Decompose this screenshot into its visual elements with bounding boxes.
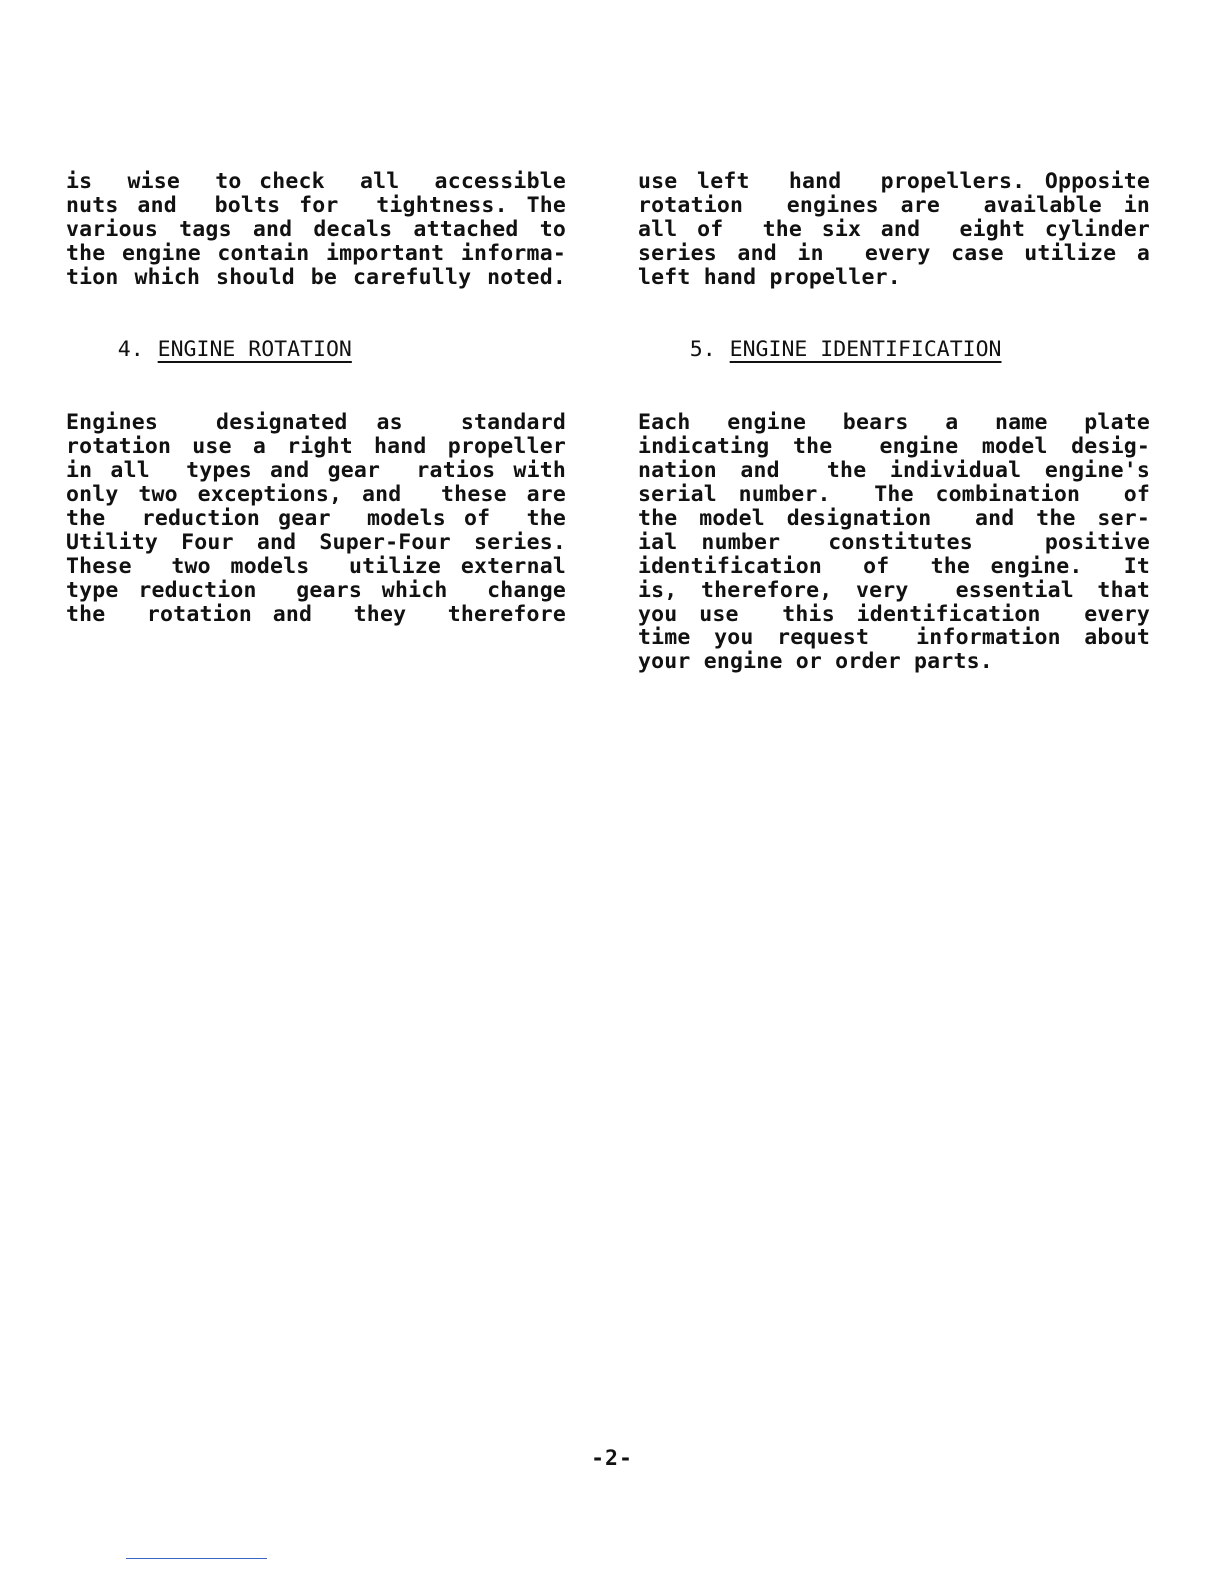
section-heading-engine-rotation [66,311,566,389]
text-line: left hand propeller. [638,264,901,290]
text-line: Each engine bears a name plate [638,410,1150,436]
text-line: nation and the individual engine's [638,458,1150,484]
text-line: is, therefore, very essential that [638,577,1150,603]
right-column [638,170,1150,674]
text-line: you use this identification every [638,601,1150,627]
text-line: indicating the engine model desig- [638,434,1150,460]
text-line: ial number constitutes positive [638,529,1150,555]
text-line: the engine contain important informa- [66,240,566,266]
text-line: series and in every case utilize a [638,240,1150,266]
text-line: all of the six and eight cylinder [638,216,1150,242]
text-line: only two exceptions, and these are [66,482,566,508]
text-line: These two models utilize external [66,553,566,579]
section-number: 5. [689,337,716,363]
text-line: type reduction gears which change [66,577,566,603]
engine-rotation-paragraph [66,411,566,626]
engine-identification-paragraph [638,411,1150,674]
page-number: -2- [591,1446,633,1471]
text-line: the reduction gear models of the [66,506,566,532]
section-title: ENGINE ROTATION [157,337,352,363]
left-column [66,170,566,626]
section-number: 4. [117,337,144,363]
footer-rule [126,1558,267,1559]
text-line: in all types and gear ratios with [66,458,566,484]
left-intro-paragraph [66,170,566,289]
text-line: use left hand propellers. Opposite [638,169,1150,194]
text-line: serial number. The combination of [638,482,1150,508]
text-line: the model designation and the ser- [638,506,1150,532]
section-heading-engine-identification [638,311,1150,389]
text-line: the rotation and they therefore [66,601,566,627]
text-line: nuts and bolts for tightness. The [66,192,566,218]
right-intro-paragraph [638,170,1150,289]
text-line: time you request information about [638,625,1150,651]
text-line: tion which should be carefully noted. [66,264,566,290]
text-line: rotation use a right hand propeller [66,434,566,460]
text-line: various tags and decals attached to [66,216,566,242]
text-line: Utility Four and Super-Four series. [66,529,566,555]
text-line: Engines designated as standard [66,410,566,436]
text-line: identification of the engine. It [638,553,1150,579]
text-line: your engine or order parts. [638,649,993,675]
section-title: ENGINE IDENTIFICATION [729,337,1002,363]
text-line: rotation engines are available in [638,192,1150,218]
text-line: is wise to check all accessible [66,169,566,194]
